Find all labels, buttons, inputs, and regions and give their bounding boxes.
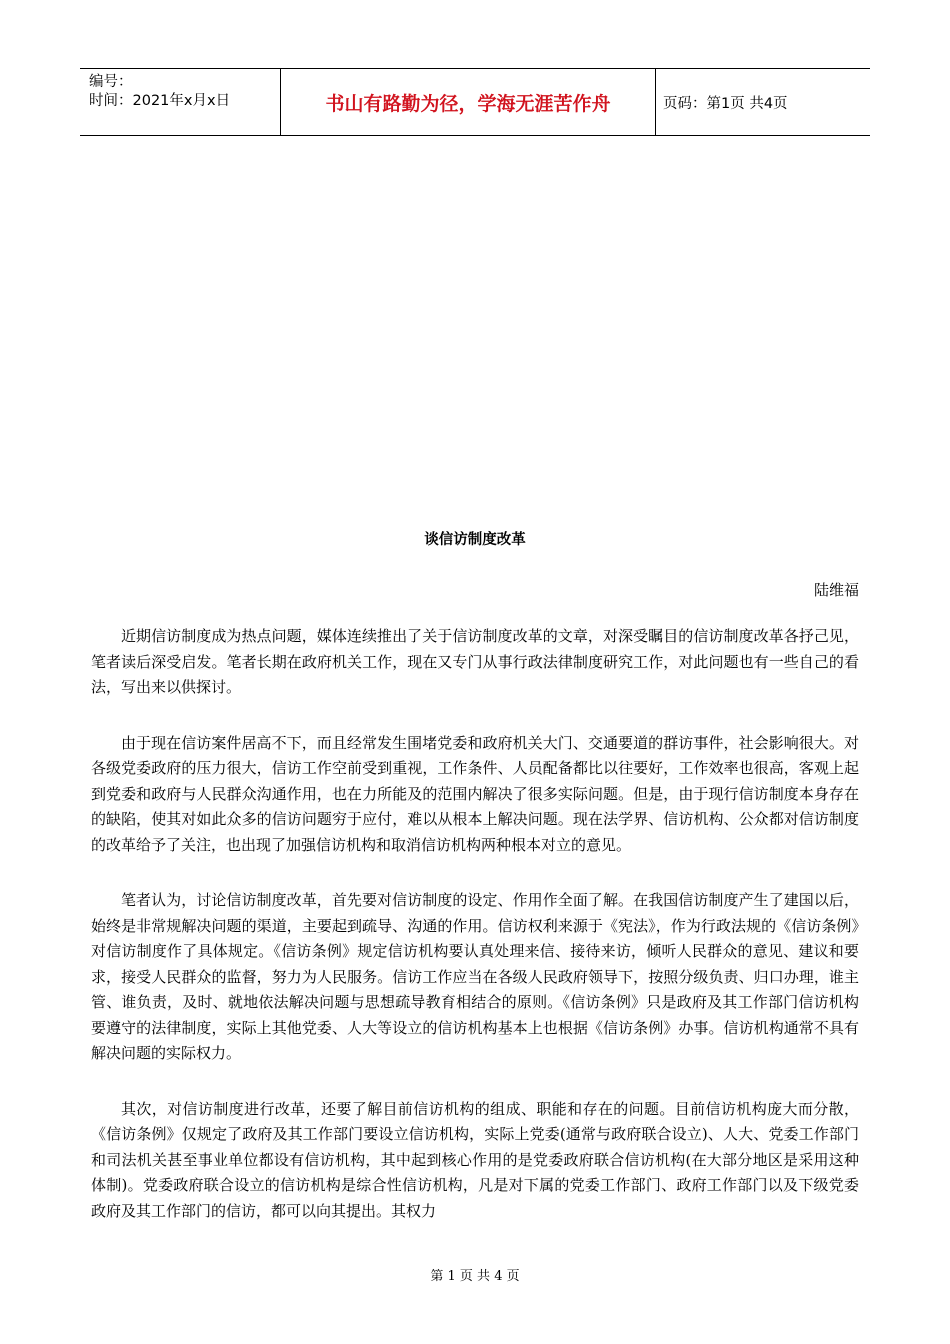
document-body	[91, 624, 859, 1254]
paragraph: 近期信访制度成为热点问题，媒体连续推出了关于信访制度改革的文章，对深受瞩目的信访制度改革各抒己见，笔者读后深受启发。笔者长期在政府机关工作，现在又专门从事行政法律制度研究工作，对此问题也有一些自己的看法，写出来以供探讨。	[91, 627, 859, 696]
paragraph: 笔者认为，讨论信访制度改革，首先要对信访制度的设定、作用作全面了解。在我国信访制度产生了建国以后，始终是非常规解决问题的渠道，主要起到疏导、沟通的作用。信访权利来源于《宪法》，作为行政法规的《信访条例》对信访制度作了具体规定。《信访条例》规定信访机构要认真处理来信、接待来访，倾听人民群众的意见、建议和要求，接受人民群众的监督，努力为人民服务。信访工作应当在各级人民政府领导下，按照分级负责、归口办理，谁主管、谁负责，及时、就地依法解决问题与思想疏导教育相结合的原则。《信访条例》只是政府及其工作部门信访机构要遵守的法律制度，实际上其他党委、人大等设立的信访机构基本上也根据《信访条例》办事。信访机构通常不具有解决问题的实际权力。	[91, 891, 859, 1062]
document-author: 陆维福	[813, 581, 859, 599]
header-motto: 书山有路勤为径，学海无涯苦作舟	[281, 69, 656, 135]
header-meta-cell	[80, 69, 281, 135]
page-footer: 第 1 页 共 4 页	[430, 1269, 520, 1284]
document-title: 谈信访制度改革	[424, 532, 526, 548]
time-label: 时间：2021年x月x日	[89, 93, 231, 109]
paragraph: 其次，对信访制度进行改革，还要了解目前信访机构的组成、职能和存在的问题。目前信访机构庞大而分散，《信访条例》仅规定了政府及其工作部门要设立信访机构，实际上党委(通常与政府联合设立)、人大、党委工作部门和司法机关甚至事业单位都设有信访机构，其中起到核心作用的是党委政府联合信访机构(在大部分地区是采用这种体制)。党委政府联合设立的信访机构是综合性信访机构，凡是对下属的党委工作部门、政府工作部门以及下级党委政府及其工作部门的信访，都可以向其提出。其权力	[91, 1099, 859, 1220]
document-header	[80, 68, 870, 136]
header-page-info: 页码：第1页 共4页	[663, 95, 788, 112]
paragraph: 由于现在信访案件居高不下，而且经常发生围堵党委和政府机关大门、交通要道的群访事件，社会影响很大。对各级党委政府的压力很大，信访工作空前受到重视，工作条件、人员配备都比以往要好，工作效率也很高，客观上起到党委和政府与人民群众沟通作用，也在力所能及的范围内解决了很多实际问题。但是，由于现行信访制度本身存在的缺陷，使其对如此众多的信访问题穷于应付，难以从根本上解决问题。现在法学界、信访机构、公众都对信访制度的改革给予了关注，也出现了加强信访机构和取消信访机构两种根本对立的意见。	[91, 733, 859, 854]
number-label: 编号：	[89, 74, 133, 90]
